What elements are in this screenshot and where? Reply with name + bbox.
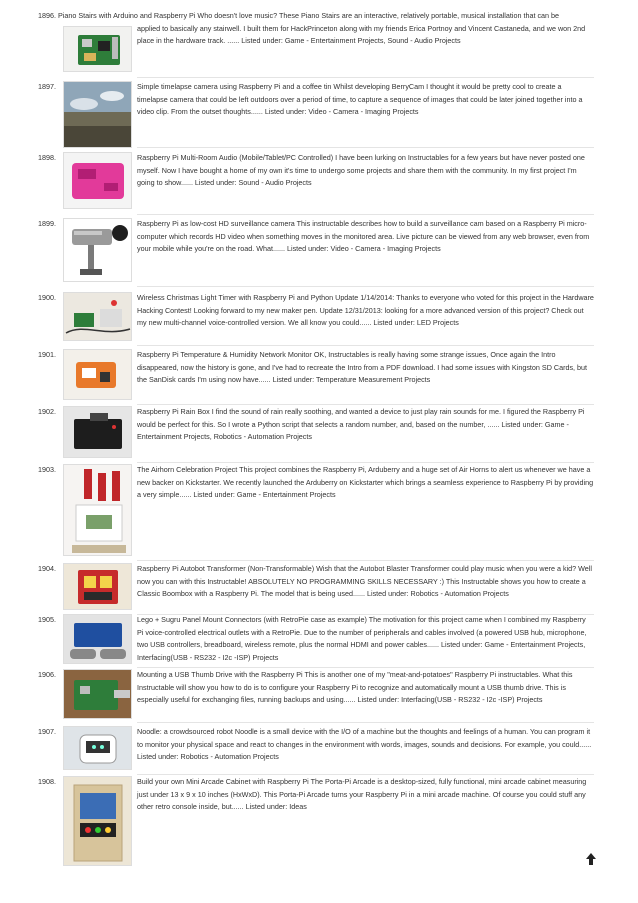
entry-number: 1902. xyxy=(38,407,56,416)
entry-number: 1907. xyxy=(38,727,56,736)
entry-number: 1901. xyxy=(38,350,56,359)
entry-text[interactable]: Simple timelapse camera using Raspberry Pi and a coffee tin Whilst developing BerryCam I thought it would be pretty cool to create a timelapse camera that could be left outdoors over a period of time, to capture a sequence of images that could be later joined together into a video clip. From the outset thoughts...... Listed under: Video - Camera - Imaging Projects xyxy=(137,82,583,116)
entry-text[interactable]: Raspberry Pi Autobot Transformer (Non-Transformable) Wish that the Autobot Blaster Transformer could play music when you were a kid? Well now you can with this Instructable! ABSOLUTELY NO PROGRAMMING SKILLS NECESSARY :) This Instructable shows you how to create a Classic Boombox with a Raspberry Pi. The model that is being used...... Listed under: Robotics - Automation Projects xyxy=(137,564,592,598)
entry-thumbnail[interactable] xyxy=(63,563,132,610)
entry-thumbnail[interactable] xyxy=(63,614,132,664)
entry-number: 1899. xyxy=(38,219,56,228)
entry-number: 1905. xyxy=(38,615,56,624)
entry-number: 1906. xyxy=(38,670,56,679)
entry-text[interactable]: Raspberry Pi Temperature & Humidity Network Monitor OK, Instructables is really having some strange issues, Once again the Intro disappeared, now the history is gone, and I've had to recreate the Intro from a PDF download. I had some issues with Kingston SD Cards, but the SanDisk cards I'm using now have...... Listed under: Temperature Measurement Projects xyxy=(137,350,588,384)
entry-thumbnail[interactable] xyxy=(63,26,132,72)
entry-thumbnail[interactable] xyxy=(63,464,132,556)
entry-thumbnail[interactable] xyxy=(63,152,132,209)
list-item xyxy=(0,10,638,78)
entry-text[interactable]: Build your own Mini Arcade Cabinet with Raspberry Pi The Porta-Pi Arcade is a desktop-sized, fully functional, mini arcade cabinet measuring just under 13 x 9 x 10 inches (HxWxD). This Porta-Pi Arcade turns your Raspberry Pi in a mini arcade machine. Of course you could stuff any other retro console inside, but...... Listed under: Ideas xyxy=(137,777,587,811)
entry-thumbnail[interactable] xyxy=(63,218,132,282)
entry-thumbnail[interactable] xyxy=(63,406,132,458)
entry-number: 1897. xyxy=(38,82,56,91)
entry-text[interactable]: Mounting a USB Thumb Drive with the Raspberry Pi This is another one of my "meat-and-potatoes" Raspberry Pi instructables. What this Instructable will show you how to do is to configure your Raspberry Pi to recognize and automatically mount a USB thumb drive. This is especially useful for exchanging files, running backups and using...... Listed under: Interfacing(USB - RS232 - I2c -ISP) Projects xyxy=(137,670,573,704)
entry-thumbnail[interactable] xyxy=(63,81,132,148)
entry-number: 1896. xyxy=(38,11,56,20)
entry-text[interactable]: Raspberry Pi as low-cost HD surveillance camera This instructable describes how to build a surveillance cam based on a Raspberry Pi micro-computer which records HD video when something moves in the monitored area. Live picture can be viewed from any web browser, even from your mobile while you're on the road. What...... Listed under: Video - Camera - Imaging Projects xyxy=(137,219,590,253)
entry-number: 1900. xyxy=(38,293,56,302)
entry-text[interactable]: Noodle: a crowdsourced robot Noodle is a small device with the I/O of a machine but the thoughts and feelings of a human. You can program it to monitor your physical space and react to changes in the environment with words, images, sounds and decisions. For example, you could...... Listed under: Robotics - Automation Projects xyxy=(137,727,592,761)
entry-text[interactable]: Raspberry Pi Rain Box I find the sound of rain really soothing, and wanted a device to just play rain sounds for me. I figured the Raspberry Pi would be perfect for this. So I wrote a Python script that selects a random number, and, based on the number, ...... Listed under: Game - Entertainment Projects, Robotics - Automation Projects xyxy=(137,407,585,441)
entry-text[interactable]: The Airhorn Celebration Project This project combines the Raspberry Pi, Arduberry and a huge set of Air Horns to alert us whenever we have a new backer on Kickstarter. We recently launched the Arduberry on Kickstarter which brings a seamless experience to Raspberry Pi by providing a very simple...... Listed under: Game - Entertainment Projects xyxy=(137,465,594,499)
entry-number: 1898. xyxy=(38,153,56,162)
entry-number: 1903. xyxy=(38,465,56,474)
entry-thumbnail[interactable] xyxy=(63,292,132,341)
entry-text[interactable]: applied to basically any stairwell. I built them for HackPrinceton along with my friends Erica Portnoy and Vincent Castaneda, and we won 2nd place in the hardware track. ...... Listed under: Game - Entertainment Projects, Sound - Audio Projects xyxy=(137,23,586,45)
entry-text-first-line[interactable]: Piano Stairs with Arduino and Raspberry Pi Who doesn't love music? These Piano Stairs are an interactive, relatively portable, musical installation that can be xyxy=(58,11,560,20)
entry-thumbnail[interactable] xyxy=(63,776,132,866)
entry-thumbnail[interactable] xyxy=(63,349,132,400)
entry-text[interactable]: Lego + Sugru Panel Mount Connectors (with RetroPie case as example) The motivation for this project came when I combined my Raspberry Pi voice-controlled electrical outlets with a RetroPie. Due to the number of peripherals and cables involved (a powered USB hub, microphone, two USB controllers, breadboard, wireless remote, plus the normal HDMI and power cables...... Listed under: Game - Entertainment Projects, Interfacing(USB - RS232 - I2c -ISP) Projects xyxy=(137,615,587,662)
entry-number: 1908. xyxy=(38,777,56,786)
entry-text[interactable]: Wireless Christmas Light Timer with Raspberry Pi and Python Update 1/14/2014: Thanks to everyone who voted for this project in the Hardware Hacking Contest! Looking forward to my new maker pen. Update 12/31/2013: looking for a more advanced version of this project? Check out my new multi-channel voice-controlled version. We all know you could...... Listed under: LED Projects xyxy=(137,293,594,327)
entry-text[interactable]: Raspberry Pi Multi-Room Audio (Mobile/Tablet/PC Controlled) I have been lurking on Instructables for a few years but have never posted one myself. Now I have bought a home of my own it's time to undergo some projects and share them with the community. In my first project I'm going to show...... Listed under: Sound - Audio Projects xyxy=(137,153,585,187)
entry-number: 1904. xyxy=(38,564,56,573)
entry-thumbnail[interactable] xyxy=(63,669,132,719)
entry-thumbnail[interactable] xyxy=(63,726,132,770)
arrow-up-icon[interactable] xyxy=(586,852,596,864)
